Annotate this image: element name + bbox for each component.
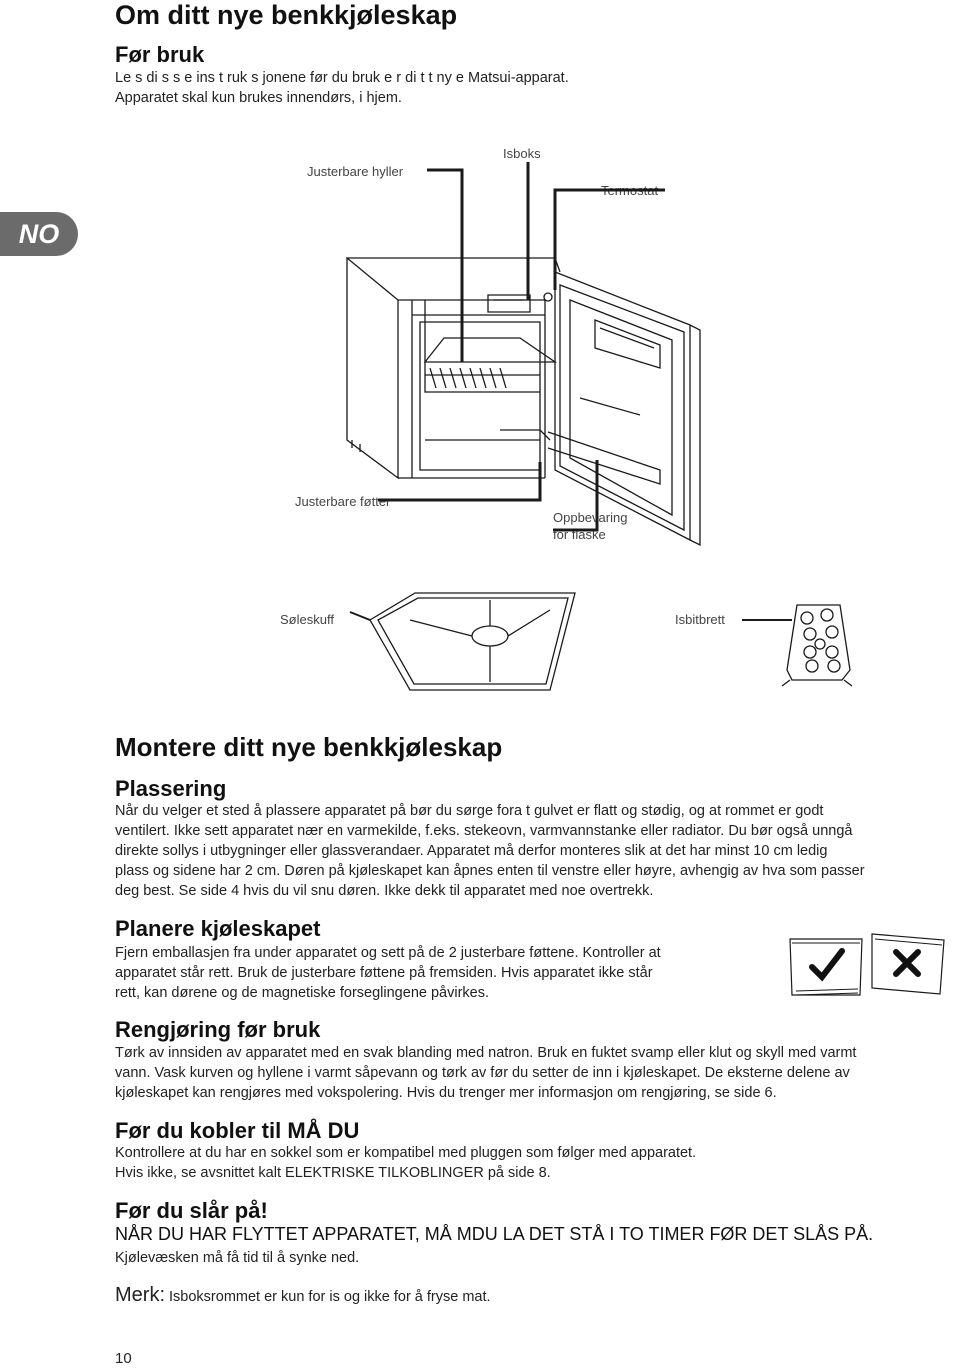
note-text: Isboksrommet er kun for is og ikke for å fryse mat.: [165, 1289, 491, 1305]
fridge-illustration: [0, 0, 960, 560]
cleaning-line-2: vann. Vask kurven og hyllene i varmt såpevann og tørk av før du setter de inn i kjøleskapet. De eksterne delene av: [115, 1065, 850, 1081]
ice-tray-illustration: [742, 600, 862, 710]
placement-line-2: ventilert. Ikke sett apparatet nær en varmekilde, f.eks. stekeovn, varmvannstanke eller radiator. Du bør også unngå: [115, 823, 853, 839]
placement-line-3: direkte sollys i utbygninger eller glassverandaer. Apparatet må derfor monteres slik at det har minst 10 cm ledig: [115, 843, 828, 859]
before-use-line-1: Le s di s s e ins t ruk s jonene før du bruk e r di t t ny e Matsui-apparat.: [115, 70, 569, 86]
label-bottle-storage-2: for flaske: [553, 527, 606, 542]
label-ice-tray: Isbitbrett: [675, 612, 725, 627]
before-use-heading: Før bruk: [115, 42, 205, 67]
placement-line-5: deg best. Se side 4 hvis du vil snu døren. Ikke dekk til apparatet med noe overtrekk.: [115, 883, 654, 899]
cleaning-line-3: kjøleskapet kan rengjøres med vokspolering. Hvis du trenger mer informasjon om rengjøring, se side 6.: [115, 1085, 777, 1101]
cleaning-heading: Rengjøring før bruk: [115, 1017, 321, 1042]
connect-line-2: Hvis ikke, se avsnittet kalt ELEKTRISKE TILKOBLINGER på side 8.: [115, 1165, 551, 1181]
leveling-line-2: apparatet står rett. Bruk de justerbare føttene på fremsiden. Hvis apparatet ikke står: [115, 965, 653, 981]
label-adjustable-feet: Justerbare føtter: [295, 494, 391, 509]
switch-on-caps: NÅR DU HAR FLYTTET APPARATET, MÅ MDU LA DET STÅ I TO TIMER FØR DET SLÅS PÅ.: [115, 1224, 874, 1244]
cross-icon: [872, 932, 944, 994]
connect-text: [115, 1143, 696, 1183]
leveling-heading: Planere kjøleskapet: [115, 916, 321, 941]
label-adjustable-shelves: Justerbare hyller: [307, 164, 404, 179]
label-bottle-storage-1: Oppbevaring: [553, 510, 628, 525]
placement-line-1: Når du velger et sted å plassere apparatet på bør du sørge fora t gulvet er flatt og stødig, og at rommet er godt: [115, 803, 824, 819]
placement-text: [115, 801, 865, 901]
drip-tray-illustration: [350, 590, 650, 700]
leveling-line-1: Fjern emballasjen fra under apparatet og sett på de 2 justerbare føttene. Kontroller at: [115, 945, 661, 961]
page-title: Om ditt nye benkkjøleskap: [115, 0, 458, 30]
before-use-line-2: Apparatet skal kun brukes innendørs, i hjem.: [115, 90, 402, 106]
check-icon: [790, 937, 862, 999]
leveling-text: [115, 943, 661, 1003]
note-label: Merk:: [115, 1284, 165, 1306]
connect-line-1: Kontrollere at du har en sokkel som er kompatibel med pluggen som følger med apparatet.: [115, 1145, 697, 1161]
switch-on-text: Kjølevæsken må få tid til å synke ned.: [115, 1250, 360, 1266]
language-tab: NO: [0, 212, 78, 256]
cleaning-line-1: Tørk av innsiden av apparatet med en svak blanding med natron. Bruk en fuktet svamp eller klut og skyll med varmt: [115, 1045, 857, 1061]
install-heading: Montere ditt nye benkkjøleskap: [115, 732, 503, 762]
label-thermostat: Termostat: [601, 183, 659, 198]
leveling-line-3: rett, kan dørene og de magnetiske forseglingene påvirkes.: [115, 985, 489, 1001]
note: [115, 1284, 491, 1307]
page-number: 10: [115, 1350, 132, 1367]
cleaning-text: [115, 1043, 856, 1103]
placement-line-4: plass og sidene har 2 cm. Døren på kjøleskapet kan åpnes enten til venstre eller høyre, avhengig av hva som passer: [115, 863, 865, 879]
label-icebox: Isboks: [503, 146, 541, 161]
placement-heading: Plassering: [115, 776, 227, 801]
connect-heading: Før du kobler til MÅ DU: [115, 1118, 360, 1143]
switch-on-heading: Før du slår på!: [115, 1198, 268, 1223]
label-drip-tray: Søleskuff: [280, 612, 334, 627]
